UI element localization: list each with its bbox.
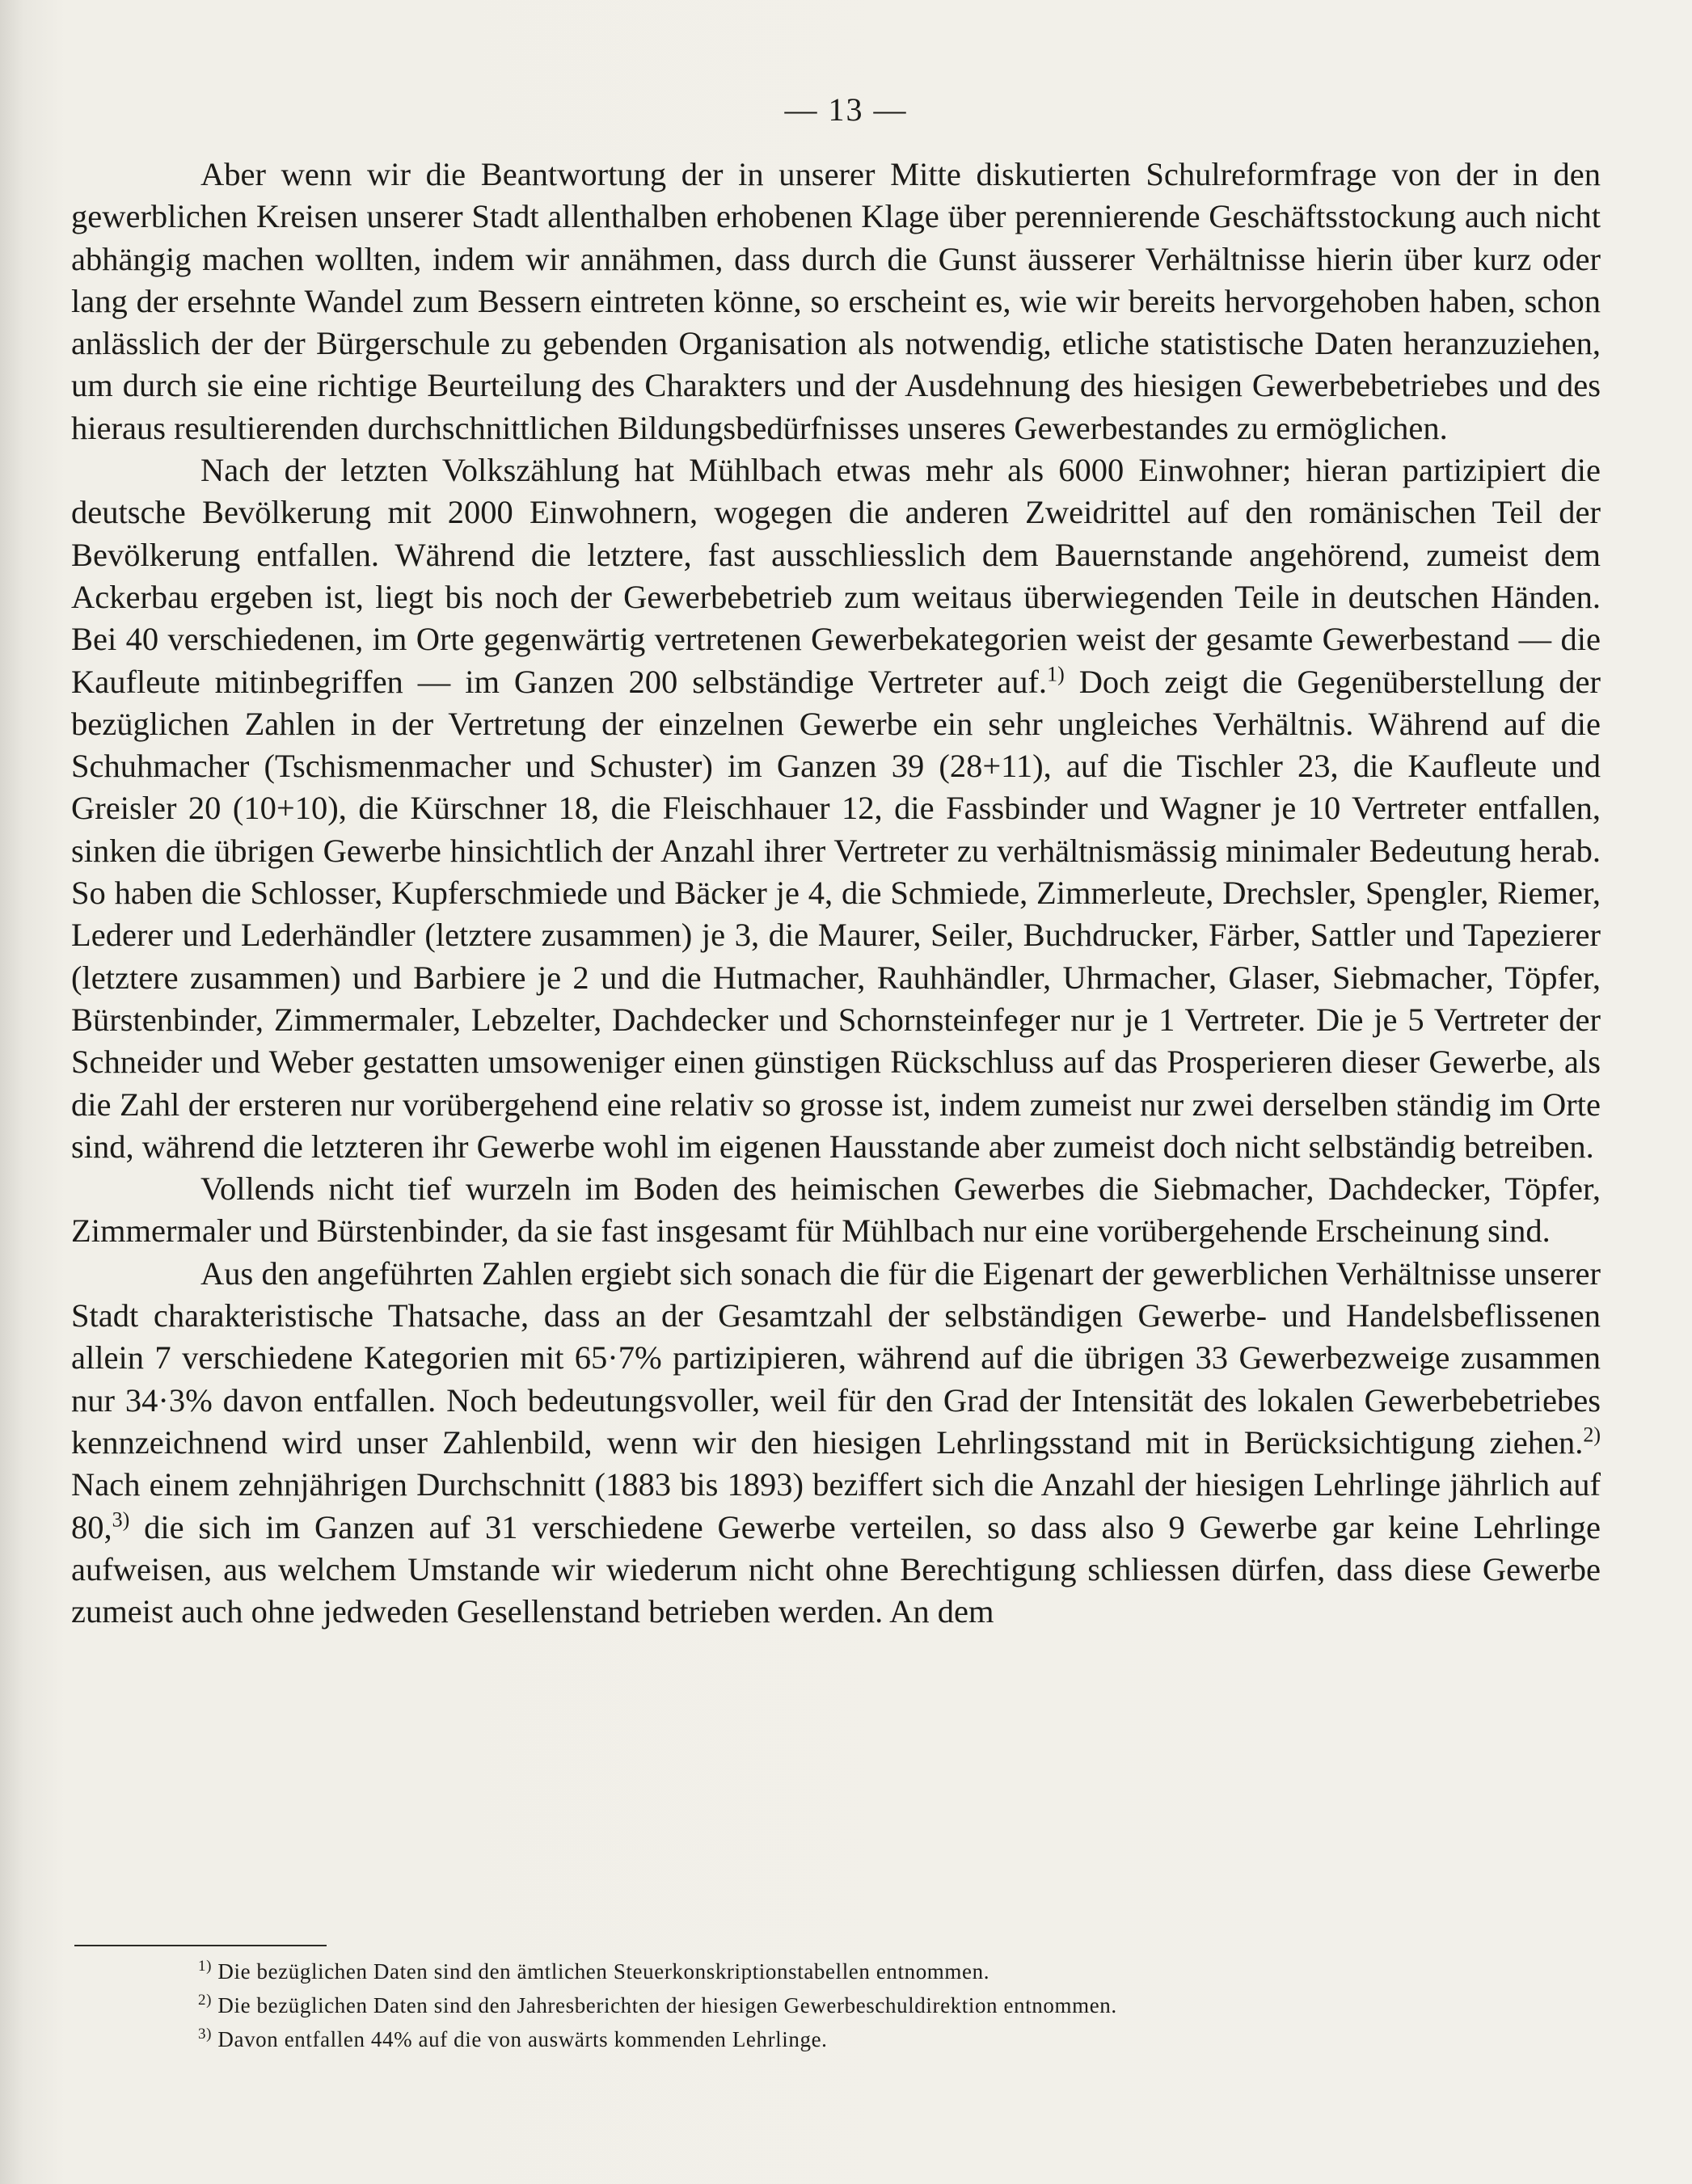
footnote-ref-2: 2) bbox=[1583, 1423, 1601, 1447]
footnote-text: Die bezüglichen Daten sind den ämtlichen Steuerkonskriptionstabellen entnommen. bbox=[217, 1959, 990, 1984]
paragraph-4-continued: Nach einem zehnjährigen Durchschnitt (1883 bis 1893) beziffert sich die Anzahl der hiesigen Lehrlinge jährlich auf 80, bbox=[71, 1466, 1601, 1545]
paragraph-2-text: Nach der letzten Volkszählung hat Mühlbach etwas mehr als 6000 Einwohner; hieran partizipiert die deutsche Bevölkerung mit 2000 Einwohnern, wogegen die anderen Zweidrittel auf den romänischen Teil der Bevölkerung entfallen. Während die letztere, fast ausschliesslich dem Bauernstande angehörend, zumeist dem Ackerbau ergeben ist, liegt bis noch der Gewerbebetrieb zum weitaus überwiegenden Teile in deutschen Händen. Bei 40 verschiedenen, im Orte gegenwärtig vertretenen Gewerbekategorien weist der gesamte Gewerbestand — die Kaufleute mitinbegriffen — im Ganzen 200 selbständige Vertreter auf. bbox=[71, 452, 1601, 700]
body-text bbox=[71, 154, 1601, 1633]
paragraph-2-continued: Doch zeigt die Gegenüberstellung der bezüglichen Zahlen in der Vertretung der einzelnen Gewerbe ein sehr ungleiches Verhältnis. Während auf die Schuhmacher (Tschismenmacher und Schuster) im Ganzen 39 (28+11), auf die Tischler 23, die Kaufleute und Greisler 20 (10+10), die Kürschner 18, die Fleischhauer 12, die Fassbinder und Wagner je 10 Vertreter entfallen, sinken die übrigen Gewerbe hinsichtlich der Anzahl ihrer Vertreter zu verhältnismässig minimaler Bedeutung herab. So haben die Schlosser, Kupferschmiede und Bäcker je 4, die Schmiede, Zimmerleute, Drechsler, Spengler, Riemer, Lederer und Lederhändler (letztere zusammen) je 3, die Maurer, Seiler, Buchdrucker, Färber, Sattler und Tapezierer (letztere zusammen) und Barbiere je 2 und die Hutmacher, Rauhhändler, Uhrmacher, Glaser, Siebmacher, Töpfer, Bürstenbinder, Zimmermaler, Lebzelter, Dachdecker und Schornsteinfeger nur je 1 Vertreter. Die je 5 Vertreter der Schneider und Weber gestatten umsoweniger einen günstigen Rückschluss auf das Prosperieren dieser Gewerbe, als die Zahl der ersteren nur vorübergehend eine relativ so grosse ist, indem zumeist nur zwei derselben ständig im Orte sind, während die letzteren ihr Gewerbe wohl im eigenen Hausstande aber zumeist doch nicht selbständig betreiben. bbox=[71, 663, 1601, 1165]
footnote-ref-1: 1) bbox=[1047, 662, 1065, 686]
paragraph-4 bbox=[71, 1253, 1601, 1634]
footnote-divider bbox=[74, 1945, 327, 1946]
footnote-3 bbox=[198, 2022, 1572, 2056]
paragraph-4-text: Aus den angeführten Zahlen ergiebt sich sonach die für die Eigenart der gewerblichen Verhältnisse unserer Stadt charakteristische Thatsache, dass an der Gesamtzahl der selbständigen Gewerbe- und Handelsbeflissenen allein 7 verschiedene Kategorien mit 65·7% partizipieren, während auf die übrigen 33 Gewerbezweige zusammen nur 34·3% davon entfallen. Noch bedeutungsvoller, weil für den Grad der Intensität des lokalen Gewerbebetriebes kennzeichnend wird unser Zahlenbild, wenn wir den hiesigen Lehrlingsstand mit in Berücksichtigung ziehen. bbox=[71, 1254, 1601, 1461]
footnote-text: Die bezüglichen Daten sind den Jahresberichten der hiesigen Gewerbeschuldirektion entnommen. bbox=[217, 1993, 1117, 2017]
footnote-text: Davon entfallen 44% auf die von auswärts kommenden Lehrlinge. bbox=[217, 2027, 828, 2051]
paragraph-3: Vollends nicht tief wurzeln im Boden des heimischen Gewerbes die Siebmacher, Dachdecker, Töpfer, Zimmermaler und Bürstenbinder, da sie fast insgesamt für Mühlbach nur eine vorübergehende Erscheinung sind. bbox=[71, 1170, 1601, 1250]
footnote-marker: 3) bbox=[198, 2026, 213, 2043]
footnotes bbox=[198, 1954, 1572, 2056]
footnote-marker: 2) bbox=[198, 1992, 213, 2009]
paragraph-1: Aber wenn wir die Beantwortung der in unserer Mitte diskutierten Schulreformfrage von der in den gewerblichen Kreisen unserer Stadt allenthalben erhobenen Klage über perennierende Geschäftsstockung auch nicht abhängig machen wollten, indem wir annähmen, dass durch die Gunst äusserer Verhältnisse hierin über kurz oder lang der ersehnte Wandel zum Bessern eintreten könne, so erscheint es, wie wir bereits hervorgehoben haben, schon anlässlich der der Bürgerschule zu gebenden Organisation als notwendig, etliche statistische Daten heranzuziehen, um durch sie eine richtige Beurteilung des Charakters und der Ausdehnung des hiesigen Gewerbebetriebes und des hieraus resultierenden durchschnittlichen Bildungsbedürfnisses unseres Gewerbestandes zu ermöglichen. bbox=[71, 156, 1601, 446]
paragraph-2 bbox=[71, 449, 1601, 1168]
footnote-marker: 1) bbox=[198, 1958, 213, 1975]
footnote-2 bbox=[198, 1988, 1572, 2022]
paragraph-4-end: die sich im Ganzen auf 31 verschiedene Gewerbe verteilen, so dass also 9 Gewerbe gar keine Lehrlinge aufweisen, aus welchem Umstande wir wiederum nicht ohne Berechtigung schliessen dürfen, dass diese Gewerbe zumeist auch ohne jedweden Gesellenstand betrieben werden. An dem bbox=[71, 1508, 1601, 1630]
page-number: — 13 — bbox=[784, 91, 908, 128]
footnote-1 bbox=[198, 1954, 1572, 1988]
footnote-ref-3: 3) bbox=[112, 1507, 130, 1531]
